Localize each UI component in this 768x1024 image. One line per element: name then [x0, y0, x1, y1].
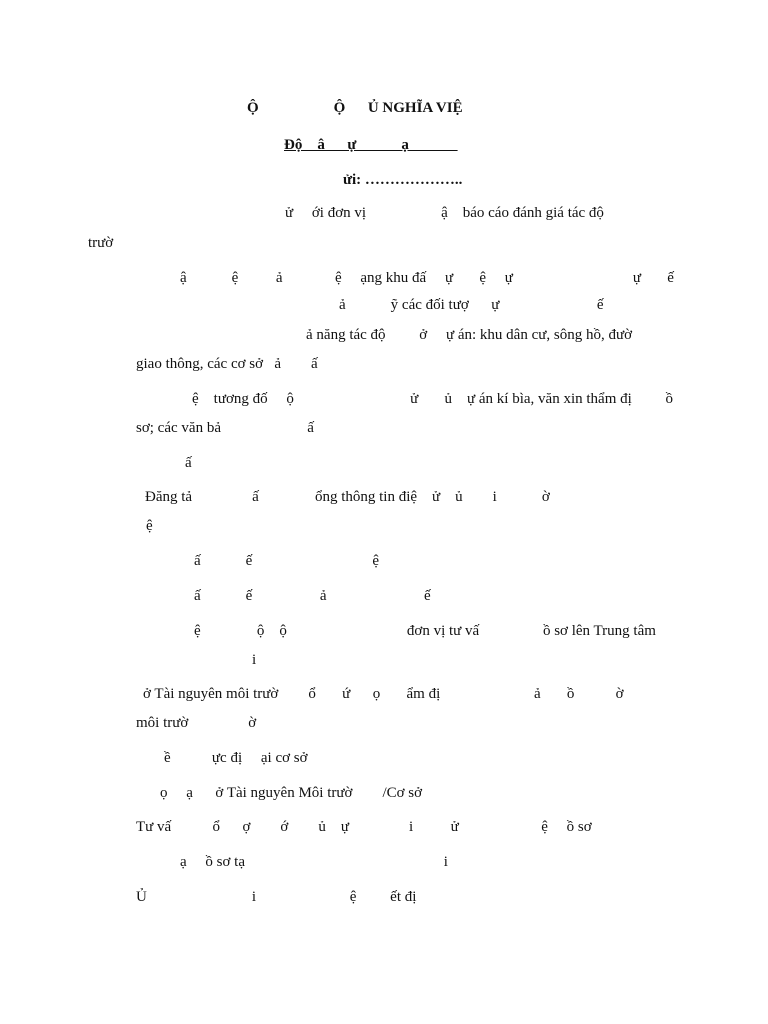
body-line-22: Ủ i ệ ết đị: [136, 889, 417, 905]
body-line-5: ả năng tác độ ở ự án: khu dân cư, sông hồ, đườ: [306, 327, 633, 343]
body-line-19: ọ ạ ở Tài nguyên Môi trườ /Cơ sở: [160, 785, 423, 801]
document-recipient: ửi: ………………..: [343, 172, 463, 188]
body-line-21: ạ ồ sơ tạ i: [180, 854, 448, 870]
body-line-18: ề ực đị ại cơ sở: [164, 750, 308, 766]
body-line-16: ở Tài nguyên môi trườ ổ ứ ọ ẩm đị ả ồ ờ: [143, 686, 624, 702]
document-header-subtitle: Độ â ự ạ: [284, 137, 458, 153]
body-line-15: i: [252, 652, 257, 668]
body-line-10: Đăng tả ấ ổng thông tin điệ ử ủ i ờ: [145, 489, 550, 505]
body-line-17: môi trườ ờ: [136, 715, 257, 731]
body-line-6: giao thông, các cơ sở ả ấ: [136, 356, 318, 372]
body-line-8: sơ; các văn bả ấ: [136, 420, 314, 436]
body-line-7: ệ tương đố ộ ử ủ ự án kí bìa, văn xin thẩm đị ồ: [192, 391, 674, 407]
body-line-20: Tư vấ ổ ợ ớ ủ ự i ử ệ ồ sơ: [136, 819, 592, 835]
body-line-14: ệ ộ ộ đơn vị tư vấ ồ sơ lên Trung tâm: [194, 623, 656, 639]
body-line-9: ấ: [185, 455, 192, 471]
body-line-11: ệ: [146, 518, 153, 534]
document-header-title: Ộ Ộ Ủ NGHĨA VIỆ: [247, 100, 463, 116]
body-line-12: ấ ế ệ: [194, 553, 379, 569]
body-line-2: trườ: [88, 235, 114, 251]
body-line-3: ậ ệ ả ệ ạng khu đấ ự ệ ự ự ế: [180, 270, 674, 286]
body-line-4: ả ỹ các đối tượ ự ế: [339, 297, 604, 313]
body-line-1: ử ới đơn vị ậ báo cáo đánh giá tác độ: [285, 205, 604, 221]
body-line-13: ấ ế ả ế: [194, 588, 431, 604]
